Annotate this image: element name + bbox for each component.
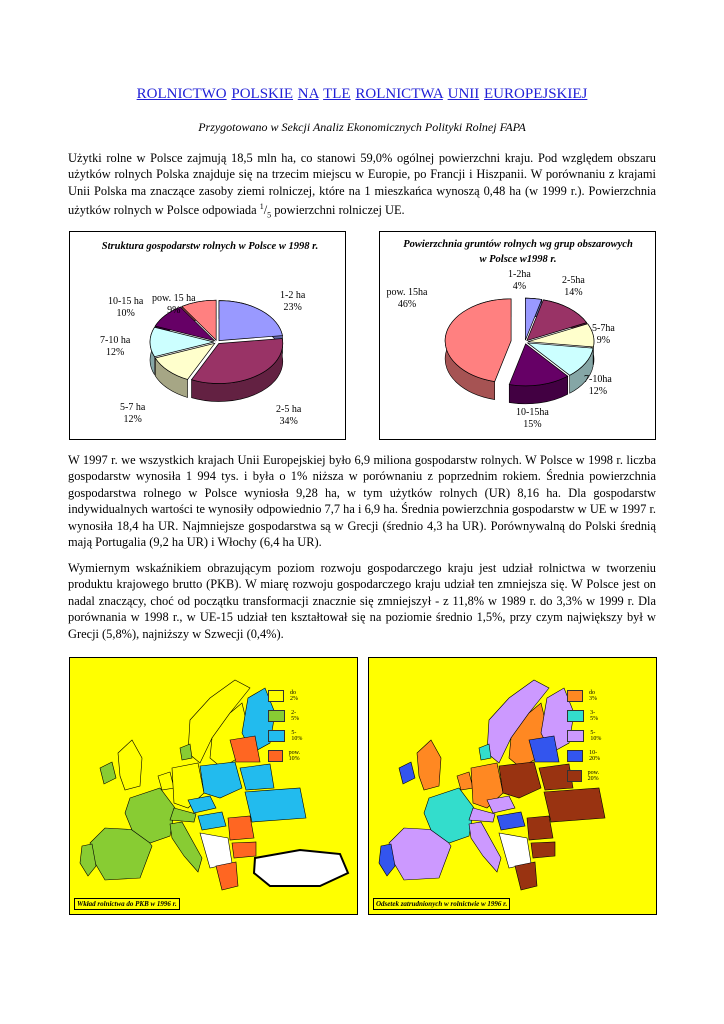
map-region-ukraine	[245, 788, 306, 822]
slice-label: pow. 15ha 46%	[386, 287, 428, 310]
legend-item	[268, 690, 302, 702]
legend-swatch	[567, 690, 583, 702]
legend-label: do 2%	[289, 690, 298, 702]
map-region-romania	[228, 816, 254, 840]
legend-label: 5-10%	[291, 730, 303, 742]
map-region-uk	[118, 740, 142, 790]
legend-label: 3-5%	[590, 710, 599, 722]
map-region-greece	[216, 862, 238, 890]
slice-label: 10-15 ha 10%	[108, 296, 144, 319]
map-region-italy	[469, 822, 501, 872]
map-region-greece	[515, 862, 537, 890]
legend-label: 2-5%	[291, 710, 300, 722]
legend-item	[268, 730, 305, 742]
map-region-balkans	[499, 833, 531, 868]
map-region-ireland	[100, 762, 116, 784]
map-gdp-share	[69, 657, 358, 915]
title-word: ROLNICTWO	[136, 86, 227, 102]
title-word: NA	[297, 86, 319, 102]
legend-label: pow. 20%	[587, 770, 600, 782]
map-region-benelux	[158, 772, 174, 790]
legend-item	[567, 710, 601, 722]
map-region-hungary	[198, 812, 226, 830]
map-region-denmark	[180, 744, 192, 760]
legend-item	[567, 770, 604, 782]
map-region-poland	[499, 762, 541, 798]
paragraph-gdp: Wymiernym wskaźnikiem obrazującym poziom rozwoju gospodarczego kraju jest udział rolnictwa w tworzeniu produktu krajowego brutto (PKB). W miarę rozwoju gospodarczego kraju udział ten zmniejsza się. W Polsce jest on nadal znaczący, choć od początku transformacji znacznie się zmniejszył - z 11,8% w 1989 r. do 3,3% w 1999 r. Dla porównania w 1998 r., w UE-15 udział ten kształtował się na poziomie średnio 1,5%, przy czym największy był w Grecji (5,8%), najniższy w Szwecji (0,4%).	[68, 561, 656, 641]
slice-label: 10-15ha 15%	[516, 407, 549, 430]
map-region-romania	[527, 816, 553, 840]
map-region-poland	[200, 762, 242, 798]
legend-swatch	[567, 770, 582, 782]
legend-swatch	[567, 710, 584, 722]
chart-title: Powierzchnia gruntów rolnych wg grup obszarowych w Polsce w1998 r.	[403, 239, 633, 265]
paragraph-text-end: powierzchni rolniczej UE.	[271, 203, 405, 218]
legend-swatch	[567, 750, 583, 762]
legend-swatch	[567, 730, 584, 742]
slice-label: 7-10 ha 12%	[100, 335, 131, 358]
slice-label: 7-10ha 12%	[584, 374, 612, 397]
map-region-hungary	[497, 812, 525, 830]
legend-item	[268, 750, 305, 762]
page-title	[0, 86, 724, 103]
legend-item	[567, 750, 604, 762]
pie-slice	[219, 301, 282, 341]
map-region-italy	[170, 822, 202, 872]
legend-item	[567, 730, 604, 742]
title-word: POLSKIE	[231, 86, 294, 102]
legend-label: do 3%	[588, 690, 597, 702]
subtitle: Przygotowano w Sekcji Analiz Ekonomicznych Polityki Rolnej FAPA	[198, 120, 526, 134]
legend-swatch	[268, 710, 285, 722]
legend-swatch	[268, 690, 284, 702]
title-word: EUROPEJSKIEJ	[484, 86, 588, 102]
legend-label: 10-20%	[589, 750, 601, 762]
slice-label: 5-7ha 9%	[592, 323, 615, 346]
map-region-turkey	[254, 850, 348, 886]
slice-label: 1-2ha 4%	[508, 269, 531, 292]
map-caption: Wkład rolnictwa do PKB w 1996 r.	[74, 898, 180, 910]
map-region-benelux	[457, 772, 473, 790]
map-region-bulgaria	[531, 842, 555, 858]
map-region-belarus	[240, 764, 274, 790]
pie-chart-land-area	[379, 231, 656, 440]
europe-map-svg	[70, 658, 357, 914]
title-word: UNII	[447, 86, 480, 102]
slice-label: 5-7 ha 12%	[120, 402, 146, 425]
slice-label: pow. 15 ha 9%	[152, 293, 196, 316]
map-region-uk	[417, 740, 441, 790]
slice-label: 2-5 ha 34%	[276, 404, 302, 427]
slice-label: 2-5ha 14%	[562, 275, 585, 298]
map-employment-share	[368, 657, 657, 915]
map-region-denmark	[479, 744, 491, 760]
map-region-bulgaria	[232, 842, 256, 858]
legend-swatch	[268, 730, 285, 742]
legend-item	[567, 690, 601, 702]
paragraph-land-use: Użytki rolne w Polsce zajmują 18,5 mln ha, co stanowi 59,0% ogólnej powierzchni kraju. Pod względem obszaru użytków rolnych Polska znajduje się na trzecim miejscu w Europie, po Francji i Hiszpanii. W porównaniu z krajami Unii Polska ma znaczące zasoby ziemi rolniczej, które na 1 mieszkańca wynoszą 0,48 ha (w 1999 r.). Powierzchnia użytków rolnych w Polsce odpowiada $^1/_5$ powierzchni rolniczej UE.	[68, 151, 656, 220]
title-word: TLE	[323, 86, 351, 102]
map-region-ireland	[399, 762, 415, 784]
map-region-balkans	[200, 833, 232, 868]
map-caption: Odsetek zatrudnionych w rolnictwie w 1996 r.	[373, 898, 510, 910]
slice-label: 1-2 ha 23%	[280, 290, 306, 313]
paragraph-text: Użytki rolne w Polsce zajmują 18,5 mln ha, co stanowi 59,0% ogólnej powierzchni kraju. Pod względem obszaru użytków rolnych Polska znajduje się na trzecim miejscu w Europie, po Francji i Hiszpanii. W porównaniu z krajami Unii Polska ma znaczące zasoby ziemi rolniczej, które na 1 mieszkańca wynoszą 0,48 ha (w 1999 r.). Powierzchnia użytków rolnych w Polsce odpowiada	[68, 151, 656, 218]
europe-map-svg	[369, 658, 656, 914]
legend-item	[268, 710, 302, 722]
chart-title: Struktura gospodarstw rolnych w Polsce w 1998 r.	[101, 241, 319, 252]
paragraph-farms: W 1997 r. we wszystkich krajach Unii Europejskiej było 6,9 miliona gospodarstw rolnych. W Polsce w 1998 r. liczba gospodarstw wynosiła 1 994 tys. i była o 1% niższa w porównaniu z poprzednim rokiem. Średnia powierzchnia gospodarstwa rolnego w Polsce wyniosła 9,28 ha, w tym użytków rolnych (UR) 8,16 ha. Dla gospodarstw indywidualnych wartości te wynosiły odpowiednio 7,7 ha i 6,9 ha. Średnia powierzchnia gospodarstw w UE w 1997 r. wynosiła 18,4 ha UR. Najmniejsze gospodarstwa są w Grecji (średnio 4,3 ha UR). Porównywalną do Polski średnią mają Portugalia (9,2 ha UR) i Włochy (6,4 ha UR).	[68, 453, 656, 550]
fraction-numerator: 1	[259, 202, 264, 212]
legend-label: 5-10%	[590, 730, 602, 742]
legend-swatch	[268, 750, 283, 762]
legend-label: pow. 10%	[288, 750, 301, 762]
map-region-austria	[469, 808, 495, 822]
map-region-austria	[170, 808, 196, 822]
fraction-denominator: 5	[267, 210, 272, 220]
pie-chart-farm-structure	[69, 231, 346, 440]
title-word: ROLNICTWA	[355, 86, 443, 102]
map-region-ukraine	[544, 788, 605, 822]
